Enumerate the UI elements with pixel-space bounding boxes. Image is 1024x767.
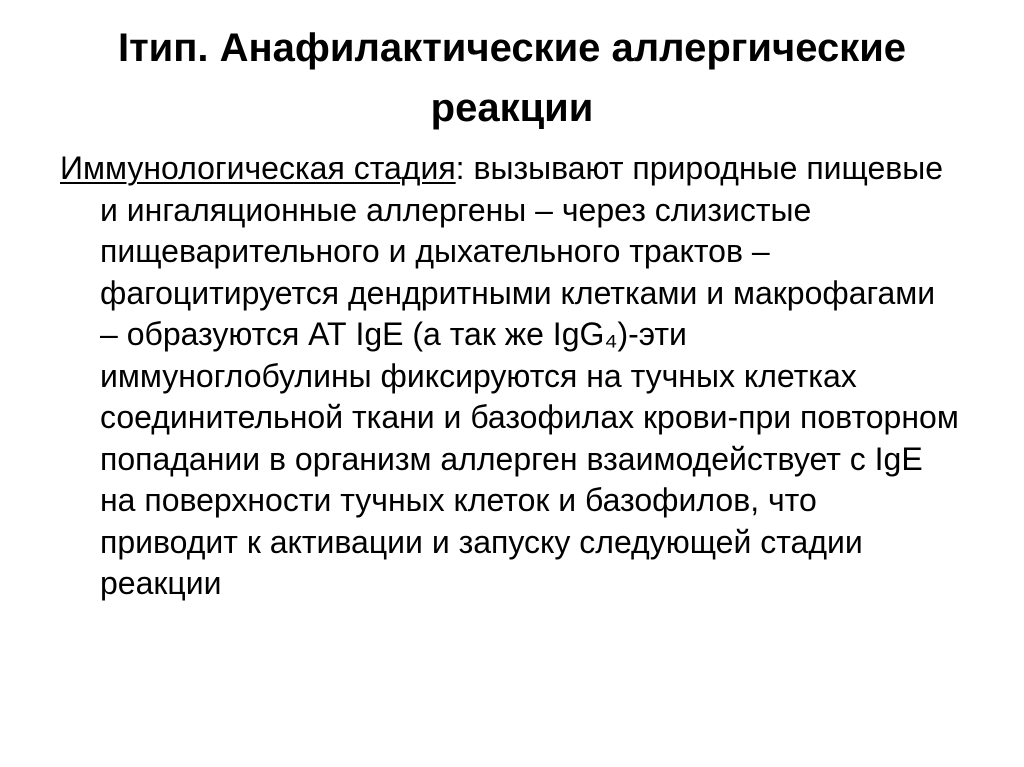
body-paragraph	[60, 148, 960, 605]
slide-body	[60, 148, 960, 605]
slide-title: Iтип. Анафилактические аллергические реакции	[117, 26, 907, 130]
term-colon: :	[455, 150, 465, 186]
immunological-stage-term: Иммунологическая стадия	[60, 150, 456, 186]
body-text: вызывают природные пищевые и ингаляционные аллергены – через слизистые пищеварительного и дыхательного трактов – фагоцитируется дендритными клетками и макрофагами – образуются АТ IgE (а так же IgG₄)-эти иммуноглобулины фиксируются на тучных клетках соединительной ткани и базофилах крови-при повторном попадании в организм аллерген взаимодействует с IgE на поверхности тучных клеток и базофилов, что приводит к активации и запуску следующей стадии реакции	[100, 150, 959, 601]
